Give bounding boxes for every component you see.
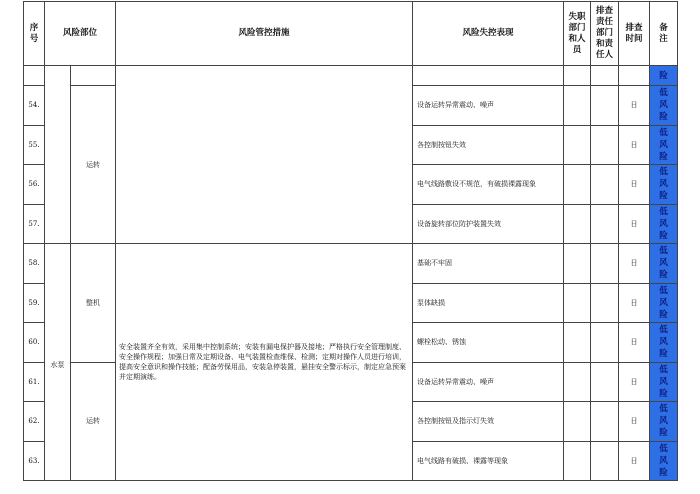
cell-symptom: 各控制按钮及指示灯失效 xyxy=(413,402,564,442)
cell-part-blank xyxy=(45,66,71,244)
cell-symptom: 螺栓松动、锈蚀 xyxy=(413,323,564,363)
table-row xyxy=(24,244,678,284)
cell-symptom: 电气线路有破损、裸露等现象 xyxy=(413,441,564,481)
risk-level-badge: 险 xyxy=(650,66,678,86)
cell-time: 日 xyxy=(619,283,650,323)
cell-symptom: 各控制按钮失效 xyxy=(413,125,564,165)
measures-text: 安全装置齐全有效，采用集中控制系统；安装有漏电保护器及接地；严格执行安全管理制度、安全操作规程；加强日常及定期设备、电气装置检查维保、检测；定期对操作人员进行培训，提高安全意识和操作技能；配备劳保用品，安装急停装置，悬挂安全警示标示，制定应急预案并定期演练。 xyxy=(116,244,413,481)
cell-symptom: 电气线路敷设不规范，有破损裸露现象 xyxy=(413,165,564,205)
group-run-2: 运转 xyxy=(71,362,116,481)
cell-time: 日 xyxy=(619,362,650,402)
group-whole: 整机 xyxy=(71,244,116,363)
cell-no: 59. xyxy=(24,283,45,323)
header-part: 风险部位 xyxy=(45,2,116,66)
cell-no: 61. xyxy=(24,362,45,402)
header-check-time: 排查时间 xyxy=(619,2,650,66)
risk-level-badge: 低 风 险 xyxy=(650,441,678,481)
cell-no: 60. xyxy=(24,323,45,363)
cell-time: 日 xyxy=(619,441,650,481)
cell-symptom: 设备旋转部位防护装置失效 xyxy=(413,204,564,244)
risk-control-table xyxy=(23,1,678,481)
cell-measures-blank xyxy=(116,66,413,244)
cell-no: 56. xyxy=(24,165,45,205)
header-check-dept: 排查责任部门和责任人 xyxy=(591,2,619,66)
cell-time: 日 xyxy=(619,86,650,126)
risk-level-badge: 低 风 险 xyxy=(650,362,678,402)
cell-time: 日 xyxy=(619,165,650,205)
header-remark: 备注 xyxy=(650,2,678,66)
cell-symptom: 泵体缺损 xyxy=(413,283,564,323)
cell-time: 日 xyxy=(619,323,650,363)
cell-sub-blank xyxy=(71,66,116,86)
cell-symptom: 设备运转异常震动、噪声 xyxy=(413,86,564,126)
cell-time: 日 xyxy=(619,402,650,442)
cell-no: 54. xyxy=(24,86,45,126)
cell-time: 日 xyxy=(619,244,650,284)
cell-check-dept xyxy=(591,66,619,86)
cell-symptom xyxy=(413,66,564,86)
header-no: 序号 xyxy=(24,2,45,66)
cell-symptom: 基础不牢固 xyxy=(413,244,564,284)
table-row xyxy=(24,66,678,86)
risk-level-badge: 低 风 险 xyxy=(650,86,678,126)
risk-level-badge: 低 风 险 xyxy=(650,204,678,244)
cell-no xyxy=(24,66,45,86)
group-pump: 水泵 xyxy=(45,244,71,481)
risk-level-badge: 低 风 险 xyxy=(650,165,678,205)
cell-time: 日 xyxy=(619,125,650,165)
risk-level-badge: 低 风 险 xyxy=(650,283,678,323)
header-measures: 风险管控措施 xyxy=(116,2,413,66)
header-row xyxy=(24,2,678,66)
risk-level-badge: 低 风 险 xyxy=(650,323,678,363)
cell-no: 58. xyxy=(24,244,45,284)
header-symptoms: 风险失控表现 xyxy=(413,2,564,66)
header-dept: 失职部门和人员 xyxy=(564,2,591,66)
cell-time: 日 xyxy=(619,204,650,244)
cell-no: 63. xyxy=(24,441,45,481)
cell-no: 55. xyxy=(24,125,45,165)
risk-level-badge: 低 风 险 xyxy=(650,125,678,165)
group-run-1: 运转 xyxy=(71,86,116,244)
risk-level-badge: 低 风 险 xyxy=(650,402,678,442)
cell-symptom: 设备运转异常震动、噪声 xyxy=(413,362,564,402)
cell-no: 57. xyxy=(24,204,45,244)
cell-time xyxy=(619,66,650,86)
risk-level-badge: 低 风 险 xyxy=(650,244,678,284)
cell-dept xyxy=(564,66,591,86)
cell-no: 62. xyxy=(24,402,45,442)
